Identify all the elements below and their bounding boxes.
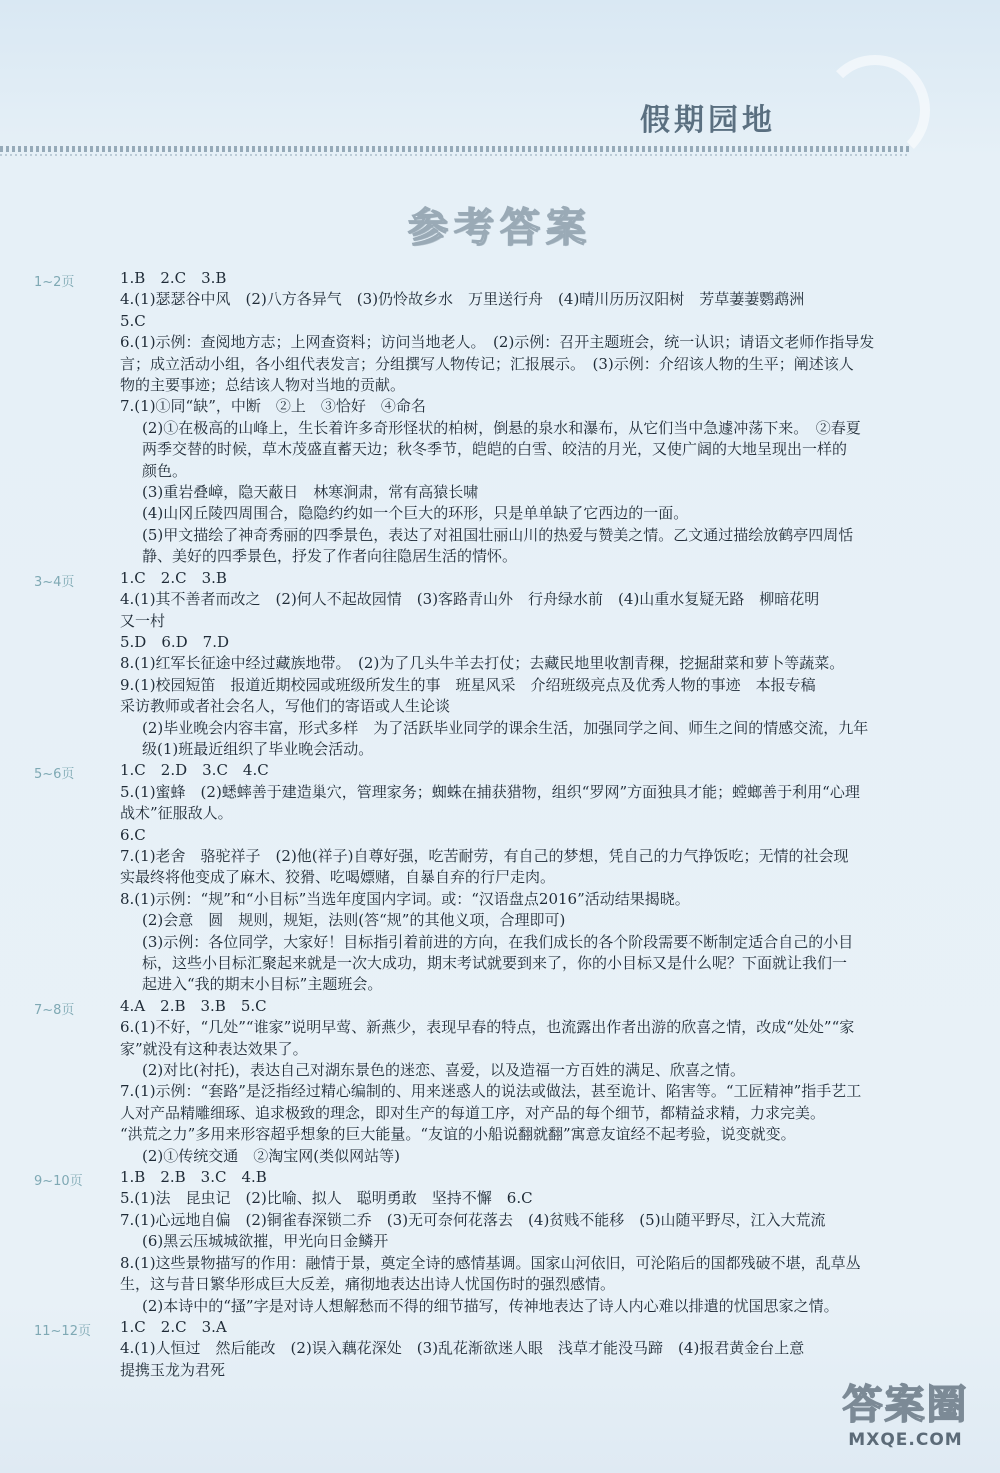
header-rule-secondary (0, 154, 910, 156)
answer-line: (2)对比(衬托)，表达自己对湖东景色的迷恋、喜爱，以及造福一方百姓的满足、欣喜之情。 (142, 1061, 745, 1080)
answer-line: (6)黑云压城城欲摧，甲光向日金鳞开 (142, 1232, 389, 1251)
answer-line: (4)山冈丘陵四周围合，隐隐约约如一个巨大的环形，只是单单缺了它西边的一面。 (142, 504, 689, 523)
answer-line: 6.C (120, 825, 146, 844)
logo-text: 假期园地 (640, 103, 776, 138)
answer-section (34, 760, 914, 995)
answer-line: (2)毕业晚会内容丰富，形式多样 为了活跃毕业同学的课余生活，加强同学之间、师生之间的情感交流，九年 (142, 718, 869, 737)
answer-line: 颜色。 (142, 461, 188, 480)
answer-line: 1.C 2.C 3.B (120, 568, 227, 587)
answer-line: 7.(1)心远地自偏 (2)铜雀春深锁二乔 (3)无可奈何花落去 (4)贫贱不能移 (5)山随平野尽，江入大荒流 (120, 1210, 826, 1229)
answer-line: 9.(1)校园短笛 报道近期校园或班级所发生的事 班星风采 介绍班级亮点及优秀人物的事迹 本报专稿 (120, 675, 816, 694)
answer-section (34, 268, 914, 568)
watermark (823, 1373, 988, 1463)
answer-line: 6.(1)示例：查阅地方志；上网查资料；访问当地老人。 (2)示例：召开主题班会，统一认识；请语文老师作指导发 (120, 333, 875, 352)
answer-line: 5.D 6.D 7.D (120, 632, 230, 651)
header-rule (0, 146, 910, 152)
answer-line: 起进入“我的期末小目标”主题班会。 (142, 975, 383, 994)
answer-line: 1.C 2.C 3.A (120, 1317, 227, 1336)
answer-line: (2)本诗中的“搔”字是对诗人想解愁而不得的细节描写，传神地表达了诗人内心难以排遣的忧国思家之情。 (142, 1296, 839, 1315)
answer-line: (5)甲文描绘了神奇秀丽的四季景色，表达了对祖国壮丽山川的热爱与赞美之情。乙文通过描绘放鹤亭四周恬 (142, 525, 854, 544)
watermark-main: 答案圈 (842, 1382, 969, 1428)
answer-section (34, 1317, 914, 1381)
answer-line: 7.(1)示例：“套路”是泛指经过精心编制的、用来迷惑人的说法或做法，甚至诡计、陷害等。“工匠精神”指手艺工 (120, 1082, 862, 1101)
answer-line: 又一村 (120, 611, 166, 630)
answer-line: 两季交替的时候，草木茂盛直蓄天边；秋冬季节，皑皑的白雪、皎洁的月光，又使广阔的大地呈现出一样的 (142, 440, 848, 459)
answer-line: 4.(1)瑟瑟谷中风 (2)八方各异气 (3)仍怜故乡水 万里送行舟 (4)晴川历历汉阳树 芳草萋萋鹦鹉洲 (120, 290, 805, 309)
answer-line: 物的主要事迹；总结该人物对当地的贡献。 (120, 376, 406, 395)
watermark-url: MXQE.COM (848, 1430, 963, 1450)
answer-line: 生，这与昔日繁华形成巨大反差，痛彻地表达出诗人忧国伤时的强烈感情。 (120, 1275, 616, 1294)
answer-content (34, 268, 914, 1381)
page-range-label: 9~10页 (34, 1174, 83, 1190)
answer-line: 言；成立活动小组，各小组代表发言；分组撰写人物传记；汇报展示。 (3)示例：介绍该人物的生平；阐述该人 (120, 354, 854, 373)
answer-section (34, 1167, 914, 1317)
answer-line: (2)会意 圆 规则，规矩，法则(答“规”的其他义项，合理即可) (142, 911, 566, 930)
answer-line: 战术”征服敌人。 (120, 804, 233, 823)
answer-section (34, 996, 914, 1167)
answer-line: 静、美好的四季景色，抒发了作者向往隐居生活的情怀。 (142, 547, 518, 566)
answer-line: 人对产品精雕细琢、追求极致的理念，即对生产的每道工序，对产品的每个细节，都精益求精，力求完美。 (120, 1103, 826, 1122)
answer-line: 提携玉龙为君死 (120, 1360, 226, 1379)
answer-line: (2)①传统交通 ②淘宝网(类似网站等) (142, 1146, 400, 1165)
answer-line: 8.(1)这些景物描写的作用：融情于景，奠定全诗的感情基调。国家山河依旧，可沦陷后的国都残破不堪，乱草丛 (120, 1253, 861, 1272)
answer-line: 7.(1)①同“缺”，中断 ②上 ③恰好 ④命名 (120, 397, 426, 416)
page-range-label: 7~8页 (34, 1002, 75, 1018)
answer-line: 4.(1)人恒过 然后能改 (2)误入藕花深处 (3)乱花渐欲迷人眼 浅草才能没马蹄 (4)报君黄金台上意 (120, 1339, 805, 1358)
answer-line: 6.(1)不好，“几处”“谁家”说明早莺、新燕少，表现早春的特点，也流露出作者出游的欣喜之情，改成“处处”“家 (120, 1018, 855, 1037)
answer-line: 4.A 2.B 3.B 5.C (120, 996, 267, 1015)
answer-line: 1.B 2.C 3.B (120, 269, 227, 287)
answer-line: 1.C 2.D 3.C 4.C (120, 761, 269, 780)
page-title: 参考答案 (408, 205, 592, 251)
page-range-label: 1~2页 (34, 275, 75, 290)
answer-line: 1.B 2.B 3.C 4.B (120, 1168, 267, 1187)
answer-line: 实最终将他变成了麻木、狡猾、吃喝嫖赌，自暴自弃的行尸走肉。 (120, 868, 556, 887)
page-range-label: 11~12页 (34, 1323, 91, 1339)
answer-line: 5.(1)蜜蜂 (2)蟋蟀善于建造巢穴，管理家务；蜘蛛在捕获猎物，组织“罗网”方面独具才能；螳螂善于利用“心理 (120, 782, 860, 801)
answer-line: (3)重岩叠嶂，隐天蔽日 林寒涧肃，常有高猿长啸 (142, 483, 479, 502)
answer-section (34, 568, 914, 761)
answer-line: 家”就没有这种表达效果了。 (120, 1039, 308, 1058)
header-logo (640, 95, 840, 145)
page-range-label: 5~6页 (34, 767, 75, 783)
answer-line: 8.(1)示例：“规”和“小目标”当选年度国内字词。或：“汉语盘点2016”活动结果揭晓。 (120, 889, 690, 908)
answer-line: 7.(1)老舍 骆驼祥子 (2)他(祥子)自尊好强，吃苦耐劳，有自己的梦想，凭自己的力气挣饭吃；无情的社会现 (120, 846, 849, 865)
answer-line: 级(1)班最近组织了毕业晚会活动。 (142, 739, 374, 758)
answer-line: (2)①在极高的山峰上，生长着许多奇形怪状的柏树，倒悬的泉水和瀑布，从它们当中急遽冲荡下来。 ②春夏 (142, 418, 861, 437)
answer-line: 标，这些小目标汇聚起来就是一次大成功，期末考试就要到来了，你的小目标又是什么呢？下面就让我们一 (142, 954, 848, 972)
answer-line: 4.(1)其不善者而改之 (2)何人不起故园情 (3)客路青山外 行舟绿水前 (4)山重水复疑无路 柳暗花明 (120, 590, 820, 609)
answer-line: 采访教师或者社会名人，写他们的寄语或人生论谈 (120, 697, 451, 716)
answer-line: 5.C (120, 311, 146, 330)
answer-line: (3)示例：各位同学，大家好！目标指引着前进的方向，在我们成长的各个阶段需要不断制定适合自己的小目 (142, 932, 854, 951)
answer-line: “洪荒之力”多用来形容超乎想象的巨大能量。“友谊的小船说翻就翻”寓意友谊经不起考验，说变就变。 (120, 1125, 796, 1144)
page-range-label: 3~4页 (34, 574, 75, 590)
answer-line: 5.(1)法 昆虫记 (2)比喻、拟人 聪明勇敢 坚持不懈 6.C (120, 1189, 533, 1208)
answer-line: 8.(1)红军长征途中经过藏族地带。 (2)为了几头牛羊去打仗；去藏民地里收割青稞，挖掘甜菜和萝卜等蔬菜。 (120, 654, 845, 673)
